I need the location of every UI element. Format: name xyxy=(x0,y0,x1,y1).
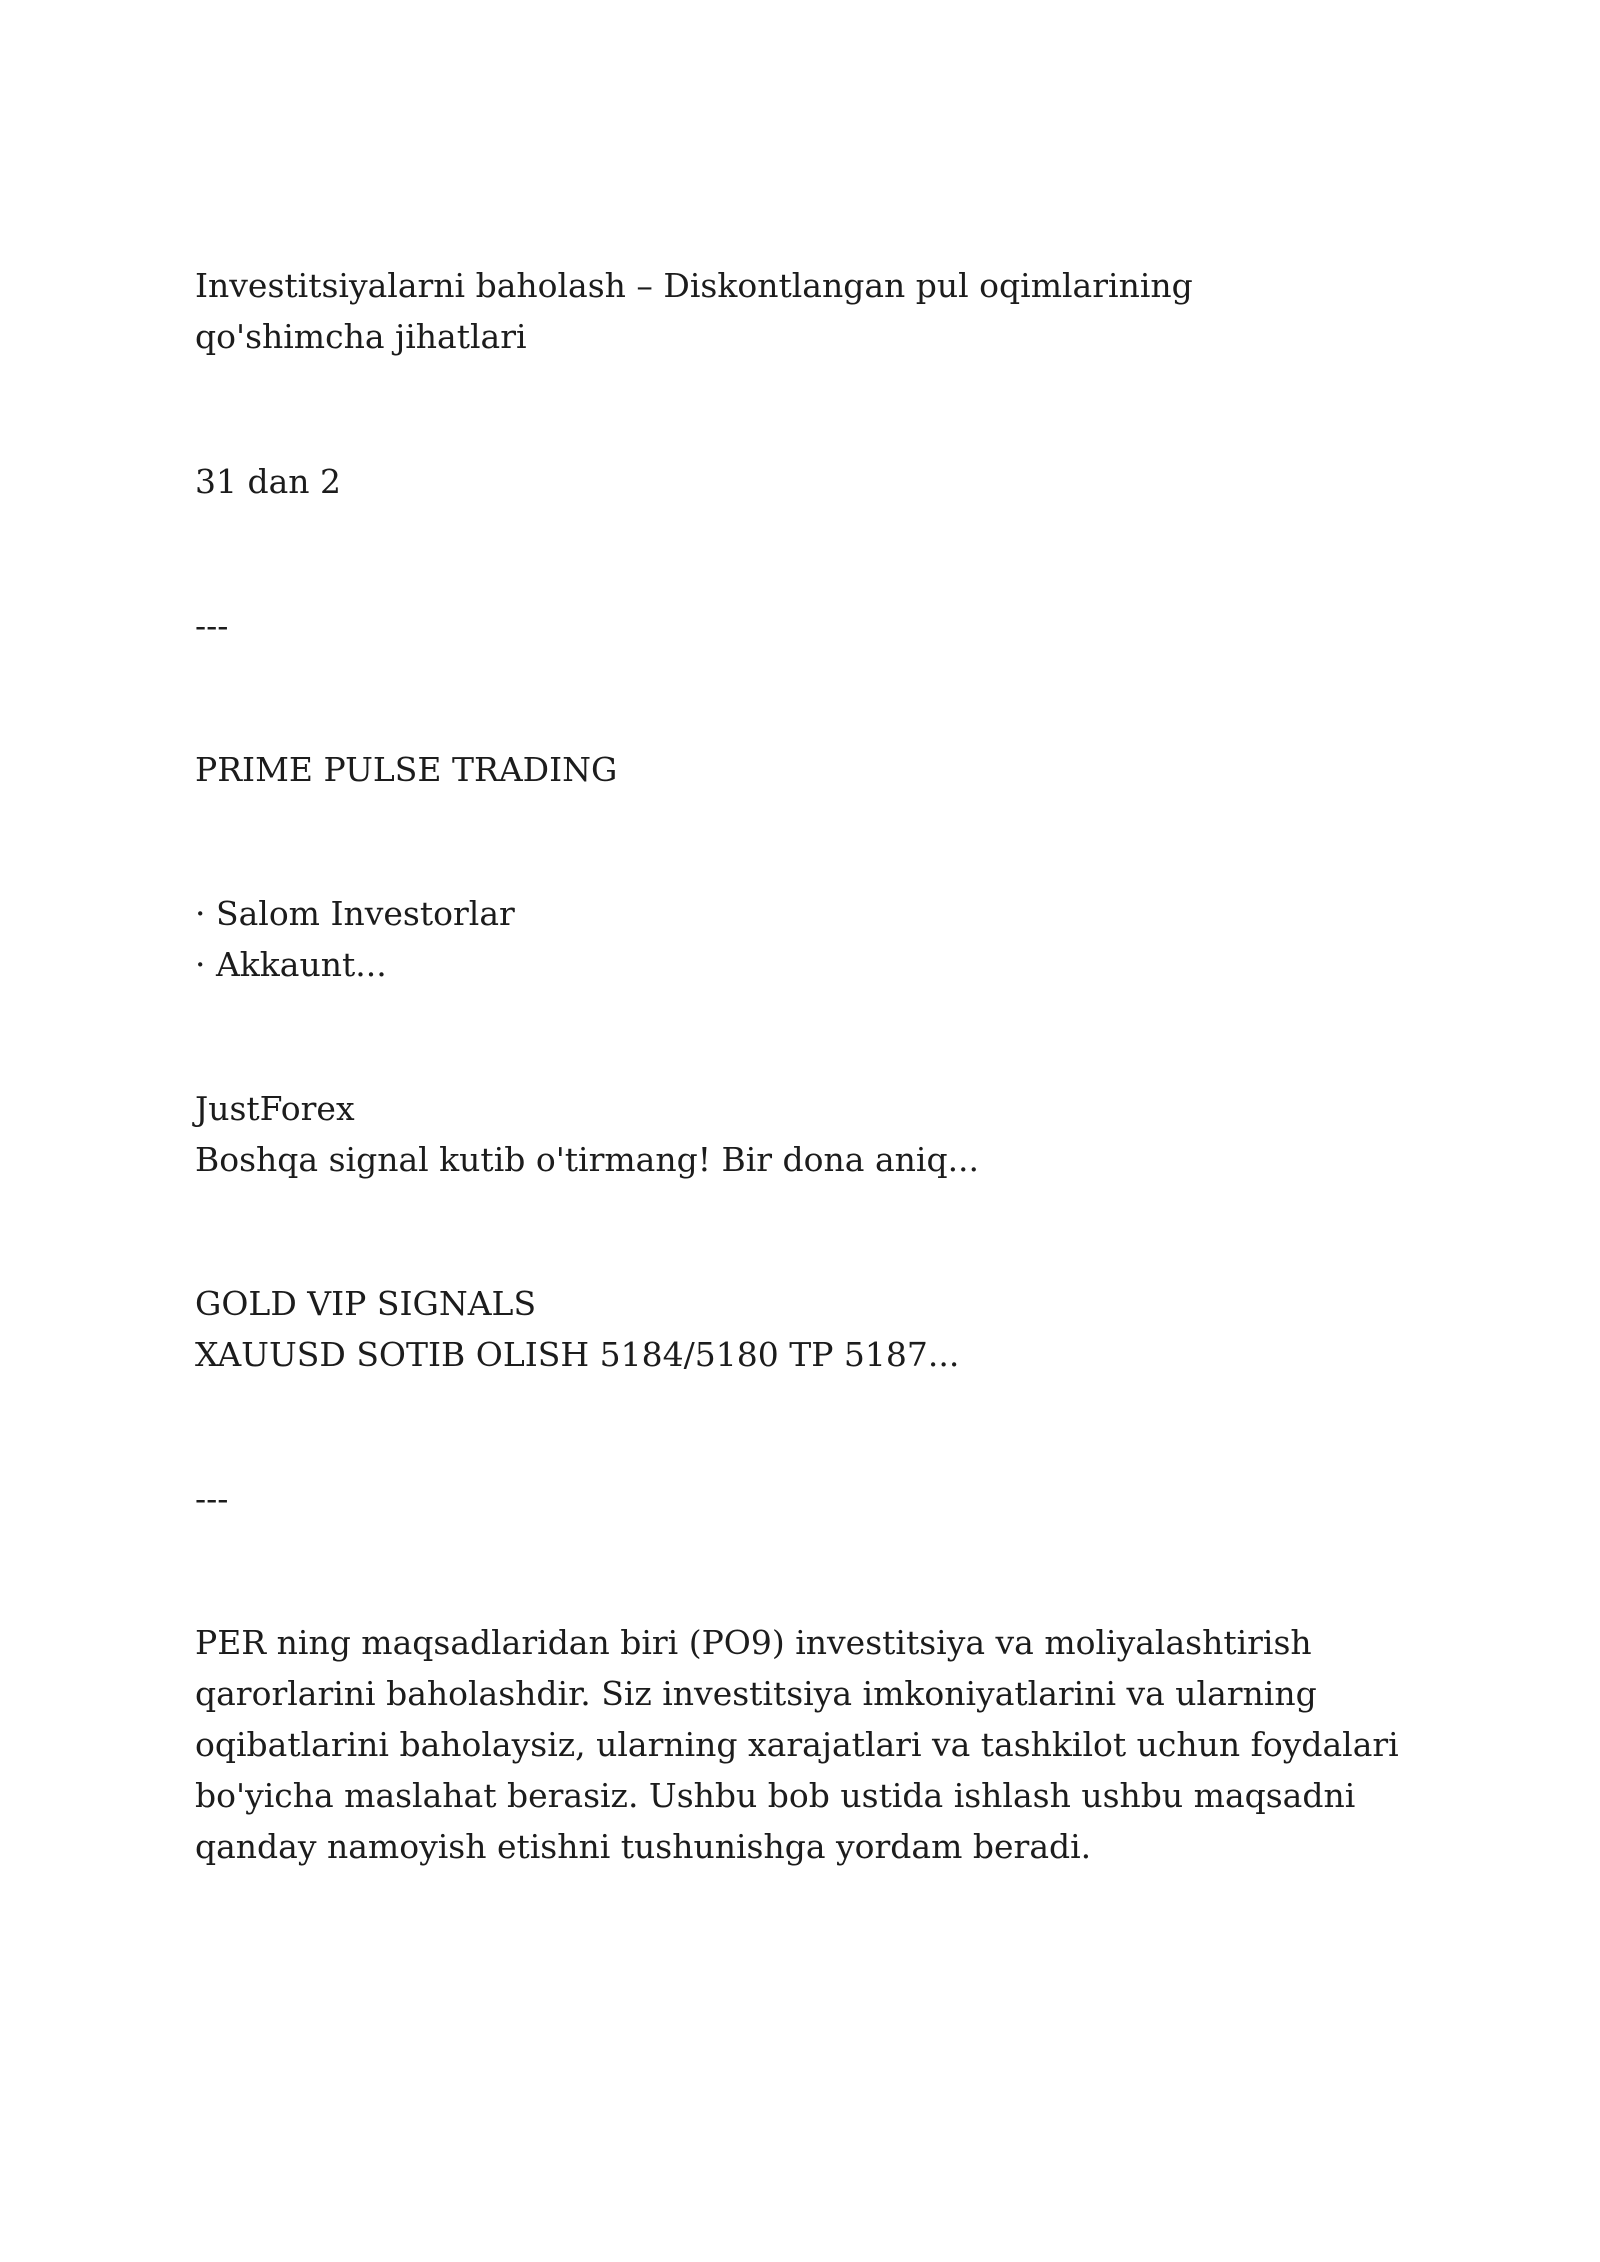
spacer xyxy=(195,1524,1425,1617)
ad-card-text[interactable]: Boshqa signal kutib o'tirmang! Bir dona aniq... xyxy=(195,1140,980,1179)
document-page xyxy=(195,260,1425,1872)
spacer xyxy=(195,651,1425,744)
ad-list-item[interactable]: · Akkaunt... xyxy=(195,945,387,984)
document-title: Investitsiyalarni baholash – Diskontlangan pul oqimlarining qo'shimcha jihatlari xyxy=(195,266,1204,356)
separator: --- xyxy=(195,606,229,645)
spacer xyxy=(195,795,1425,888)
spacer xyxy=(195,990,1425,1083)
page-indicator: 31 dan 2 xyxy=(195,462,342,501)
ad-card-text[interactable]: XAUUSD SOTIB OLISH 5184/5180 TP 5187... xyxy=(195,1335,960,1374)
separator: --- xyxy=(195,1479,229,1518)
ad-card-name[interactable]: JustForex xyxy=(195,1089,355,1128)
spacer xyxy=(195,1185,1425,1278)
ad-list-item[interactable]: · Salom Investorlar xyxy=(195,894,515,933)
ad-card-name[interactable]: GOLD VIP SIGNALS xyxy=(195,1284,537,1323)
spacer xyxy=(195,362,1425,456)
body-paragraph: PER ning maqsadlaridan biri (PO9) investitsiya va moliyalashtirish qarorlarini baholashdir. Siz investitsiya imkoniyatlarini va ularning oqibatlarini baholaysiz, ularning xarajatlari va tashkilot uchun foydalari bo'yicha maslahat berasiz. Ushbu bob ustida ishlash ushbu maqsadni qanday namoyish etishni tushunishga yordam beradi. xyxy=(195,1623,1410,1866)
spacer xyxy=(195,1380,1425,1473)
spacer xyxy=(195,507,1425,600)
ad-heading[interactable]: PRIME PULSE TRADING xyxy=(195,750,618,789)
